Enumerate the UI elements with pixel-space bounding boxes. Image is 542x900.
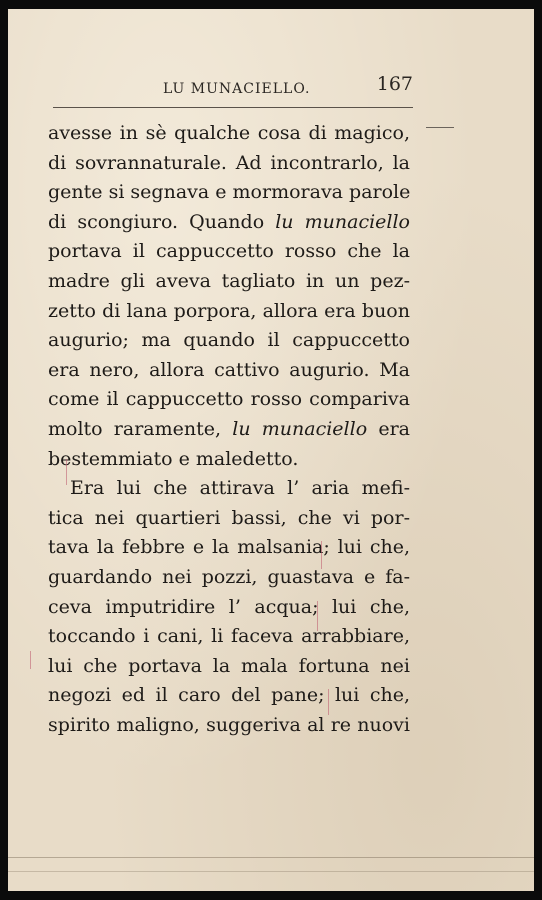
text-line: lui che portava la mala fortuna nei: [48, 654, 410, 677]
text-line: tava la febbre e la malsania; lui che,: [48, 536, 410, 559]
body-text: [48, 119, 410, 740]
text-line: ceva imputridire l’ acqua; lui che,: [48, 595, 410, 618]
pencil-mark: [30, 651, 31, 669]
page-number: 167: [376, 73, 413, 95]
italic-term: lu munaciello: [275, 210, 410, 233]
text-line: portava il cappuccetto rosso che la: [48, 240, 410, 263]
text-line: negozi ed il caro del pane; lui che,: [48, 684, 410, 707]
text-line: toccando i cani, li faceva arrabbiare,: [48, 625, 410, 648]
page-edge-line: [8, 871, 534, 872]
pencil-mark: [317, 601, 318, 631]
text-line: come il cappuccetto rosso compariva: [48, 388, 410, 411]
pencil-mark: [66, 459, 67, 485]
pencil-mark: [321, 541, 322, 569]
margin-dash-mark: [426, 127, 454, 128]
text-line: tica nei quartieri bassi, che vi por-: [48, 506, 410, 529]
text-line: madre gli aveva tagliato in un pez-: [48, 269, 410, 292]
header-rule: [53, 107, 413, 108]
text-line: zetto di lana porpora, allora era buon: [48, 299, 410, 322]
pencil-mark: [328, 689, 329, 715]
text-line: augurio; ma quando il cappuccetto: [48, 329, 410, 352]
text-line: spirito maligno, suggeriva al re nuovi: [48, 713, 410, 736]
text-line: gente si segnava e mormorava parole: [48, 181, 411, 204]
page-header: [53, 71, 433, 105]
text-line: bestemmiato e maledetto.: [48, 447, 299, 470]
text-line: di sovrannaturale. Ad incontrarlo, la: [48, 151, 410, 174]
text-line: di scongiuro. Quando lu munaciello: [48, 210, 410, 233]
book-page: [8, 9, 534, 891]
text-line: molto raramente, lu munaciello era: [48, 417, 410, 440]
italic-term: lu munaciello: [232, 417, 368, 440]
page-edge-line: [8, 857, 534, 858]
text-line: Era lui che attirava l’ aria mefi-: [70, 477, 410, 500]
text-line: avesse in sè qualche cosa di magico,: [48, 122, 410, 144]
running-title: LU MUNACIELLO.: [163, 81, 311, 97]
text-line: guardando nei pozzi, guastava e fa-: [48, 565, 410, 588]
text-line: era nero, allora cattivo augurio. Ma: [48, 358, 410, 381]
